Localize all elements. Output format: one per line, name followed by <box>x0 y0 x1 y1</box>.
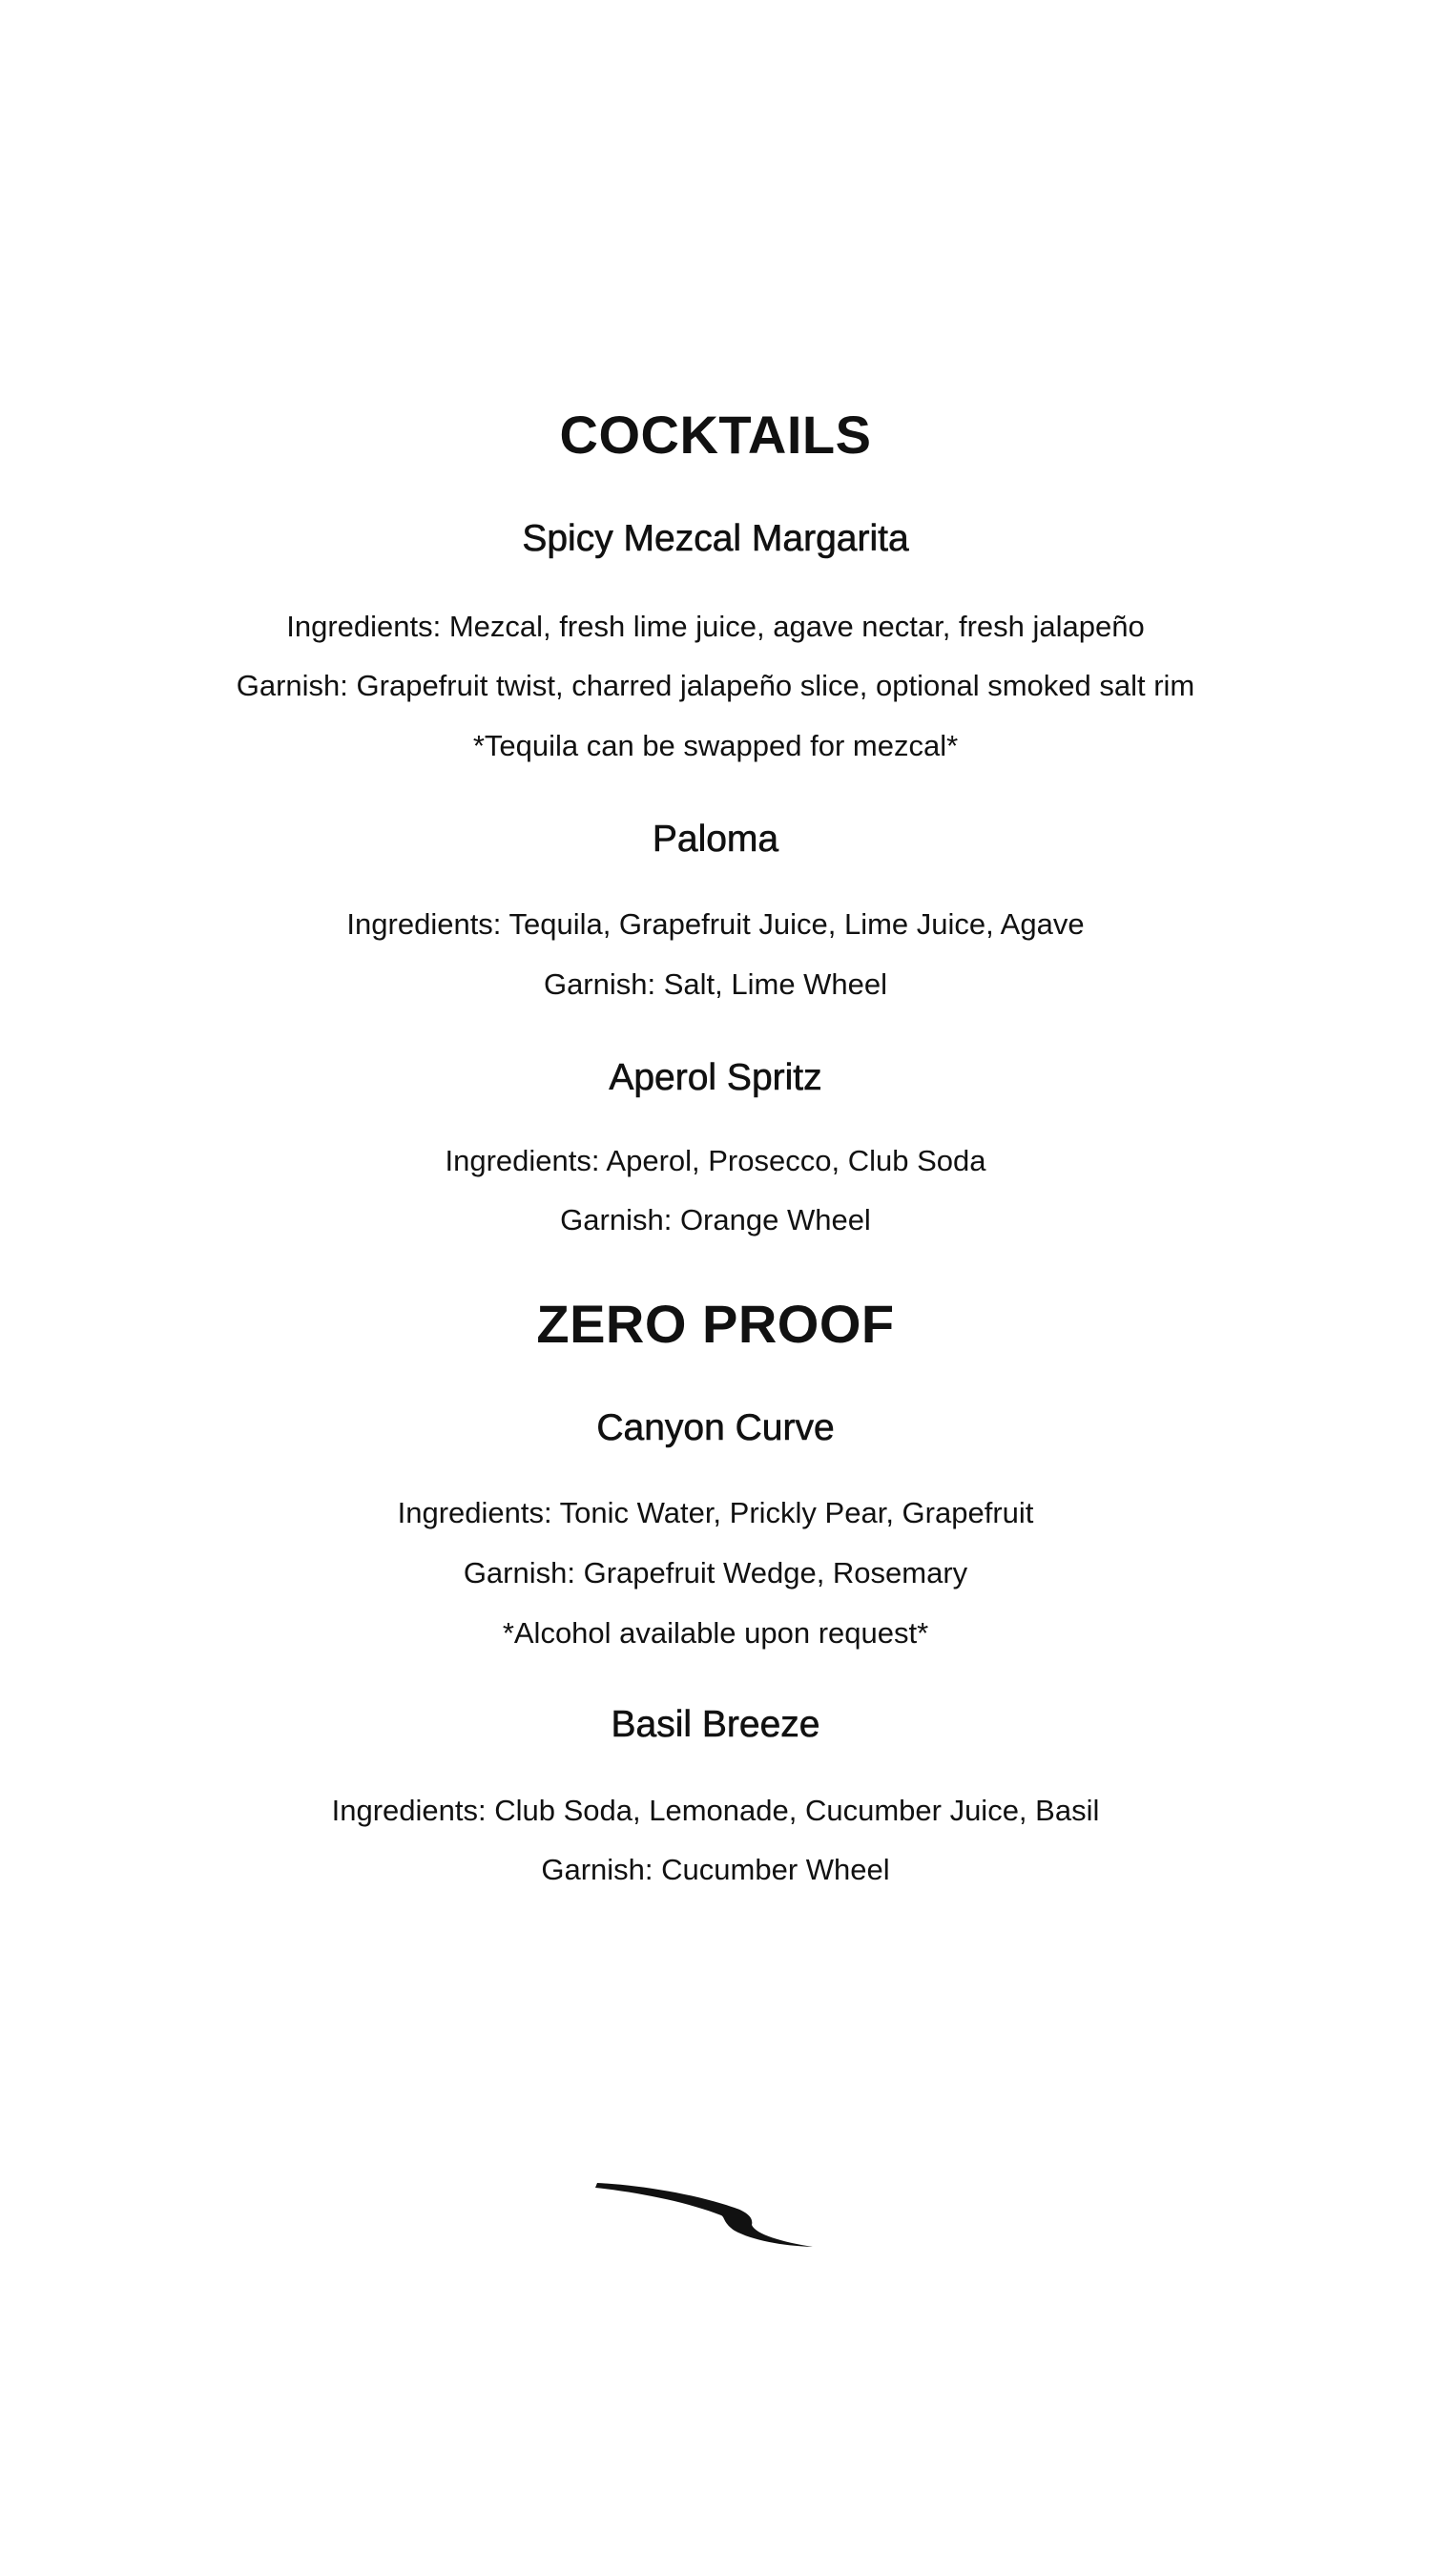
drink-note: *Alcohol available upon request* <box>502 1616 929 1650</box>
drink-name-spicy-mezcal-margarita: Spicy Mezcal Margarita <box>522 518 909 559</box>
drink-name-canyon-curve: Canyon Curve <box>596 1407 835 1448</box>
drink-name-basil-breeze: Basil Breeze <box>611 1704 820 1745</box>
drink-name-aperol-spritz: Aperol Spritz <box>609 1057 822 1098</box>
drink-garnish: Garnish: Orange Wheel <box>560 1203 871 1236</box>
drink-ingredients: Ingredients: Mezcal, fresh lime juice, agave nectar, fresh jalapeño <box>286 610 1145 643</box>
section-title-cocktails: COCKTAILS <box>559 405 872 465</box>
drink-ingredients: Ingredients: Tequila, Grapefruit Juice, Lime Juice, Agave <box>346 907 1085 941</box>
drink-garnish: Garnish: Cucumber Wheel <box>541 1853 890 1886</box>
drink-note: *Tequila can be swapped for mezcal* <box>472 729 959 762</box>
drink-garnish: Garnish: Grapefruit Wedge, Rosemary <box>463 1556 968 1589</box>
swoosh-logo-icon <box>591 2175 820 2252</box>
drink-name-paloma: Paloma <box>652 819 779 860</box>
section-title-zero-proof: ZERO PROOF <box>536 1294 895 1354</box>
drink-ingredients: Ingredients: Aperol, Prosecco, Club Soda <box>445 1144 986 1177</box>
drink-garnish: Garnish: Salt, Lime Wheel <box>543 967 888 1001</box>
drink-ingredients: Ingredients: Club Soda, Lemonade, Cucumber Juice, Basil <box>331 1794 1100 1827</box>
drink-ingredients: Ingredients: Tonic Water, Prickly Pear, Grapefruit <box>397 1496 1034 1529</box>
drink-garnish: Garnish: Grapefruit twist, charred jalapeño slice, optional smoked salt rim <box>236 669 1195 702</box>
